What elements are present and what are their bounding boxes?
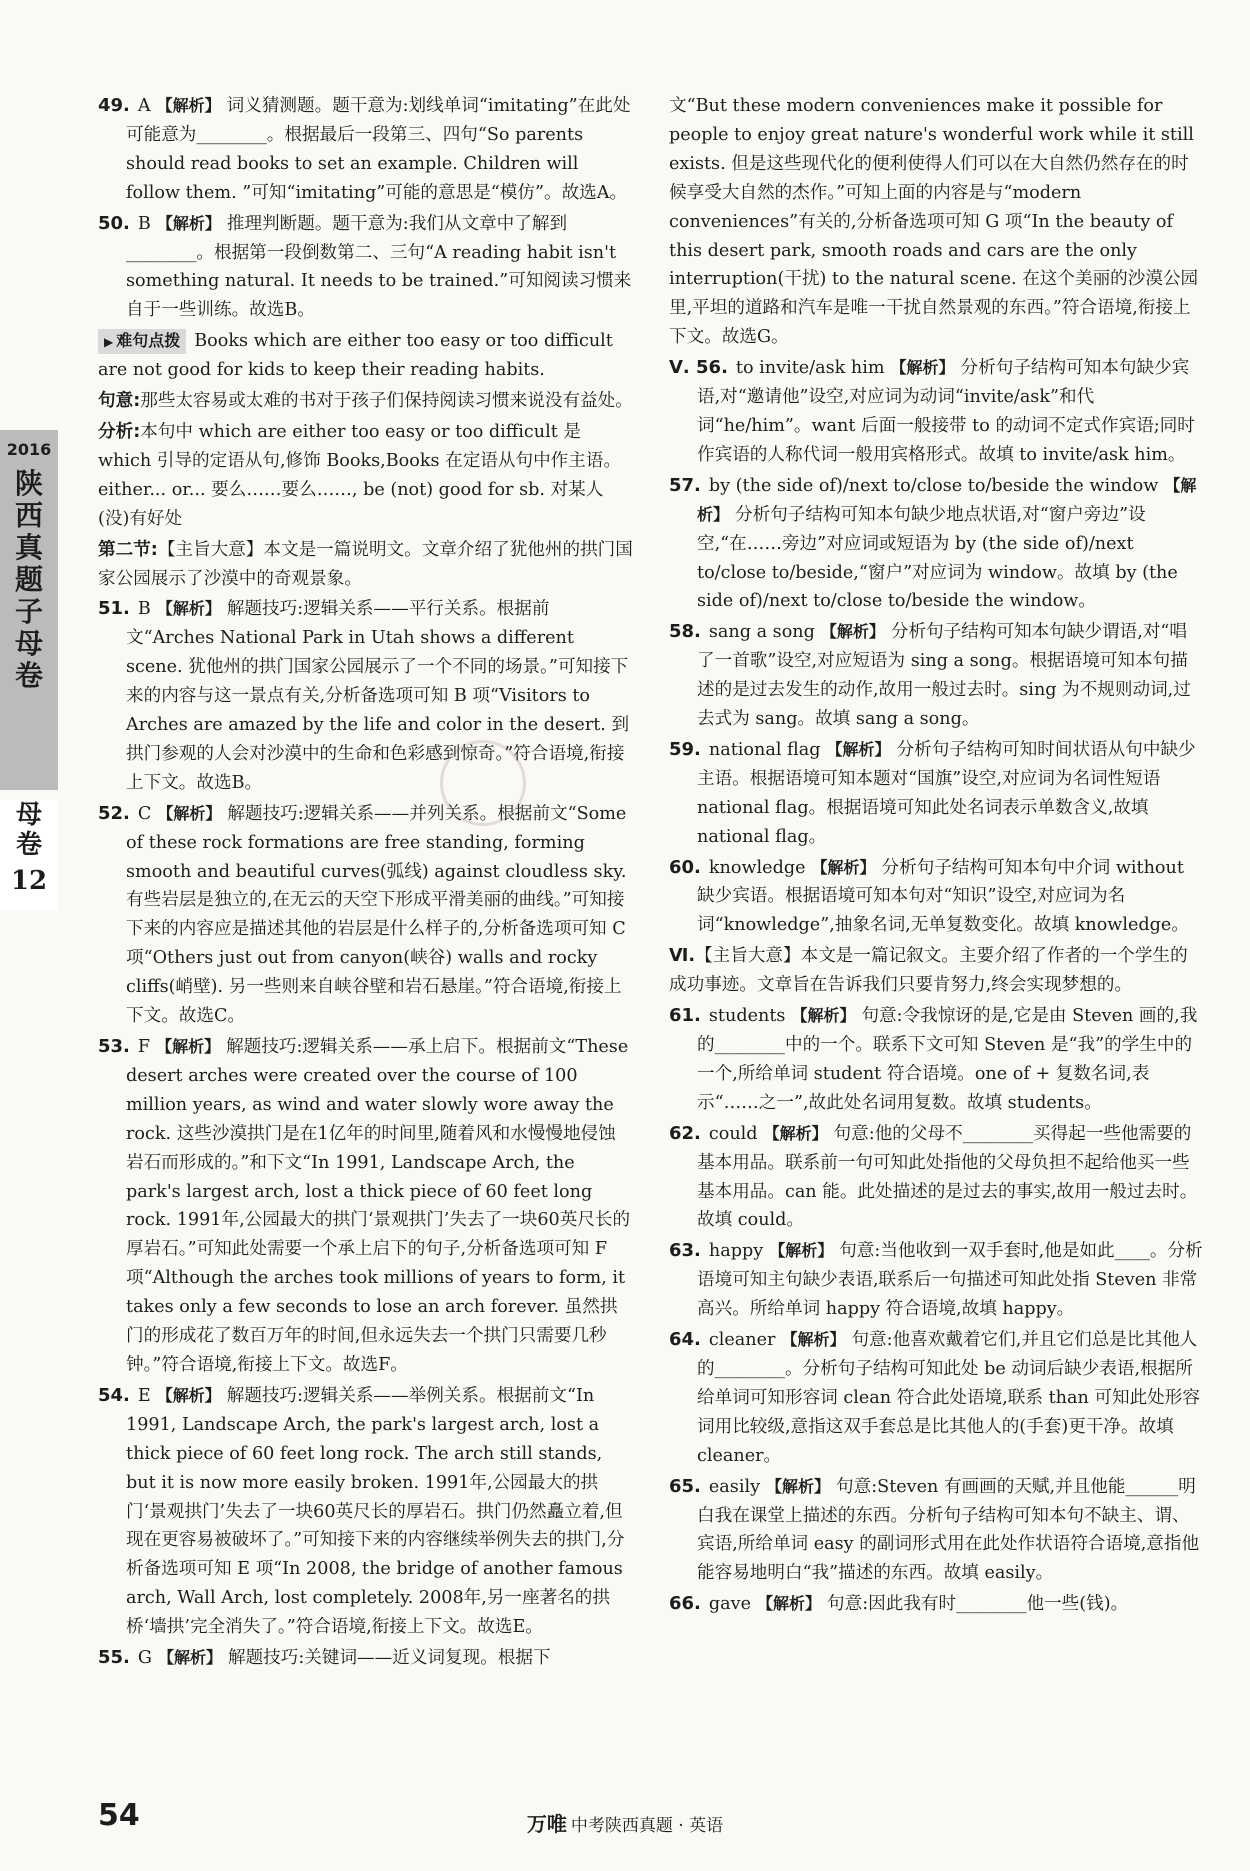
analysis-tag: 【解析】	[697, 475, 1197, 524]
analysis-tag: 【解析】	[769, 1241, 834, 1261]
answer-entry	[98, 595, 633, 797]
question-number: 57.	[669, 474, 701, 496]
analysis-text: 词义猜测题。题干意为:划线单词“imitating”在此处可能意为________。根据最后一段第三、四句“So parents should read books to set an example. Children will follow them. ”可知“imitating”可能的意思是“模仿”。故选A。	[126, 96, 631, 203]
answer-entry	[98, 210, 633, 326]
side-tab	[0, 430, 58, 790]
question-number: 58.	[669, 621, 701, 643]
analysis-text: 句意:Steven 有画画的天赋,并且他能______明白我在课堂上描述的东西。分析句子结构可知本句不缺主、谓、宾语,所给单词 easy 的副词形式用在此处作状语符合语境,意指他能容易地明白“我”描述的东西。故填 easily。	[697, 1476, 1200, 1584]
side-tab-mujuan-number: 12	[10, 866, 48, 896]
answer-key: happy	[708, 1241, 764, 1262]
note-paragraph	[98, 418, 633, 534]
note-paragraph	[669, 942, 1204, 1000]
note-label: 句意:	[98, 391, 141, 412]
analysis-tag: 【解析】	[791, 1006, 856, 1026]
answer-key: B	[137, 599, 151, 620]
analysis-tag: 【解析】	[811, 857, 876, 877]
answer-key: by (the side of)/next to/close to/beside the window	[708, 475, 1159, 496]
answer-entry	[669, 618, 1204, 734]
note-text: 【主旨大意】本文是一篇说明文。文章介绍了犹他州的拱门国家公园展示了沙漠中的奇观景象。	[98, 539, 633, 589]
analysis-tag: 【解析】	[156, 599, 221, 619]
question-number: 62.	[669, 1122, 701, 1144]
question-number: 49.	[98, 95, 130, 116]
note-paragraph	[98, 387, 633, 416]
analysis-tag: 【解析】	[157, 1648, 222, 1668]
analysis-text: 推理判断题。题干意为:我们从文章中了解到________。根据第一段倒数第二、三句“A reading habit isn't something natural. It needs to be trained.”可知阅读习惯来自于一些训练。故选B。	[126, 213, 632, 321]
analysis-tag: 【解析】	[763, 1123, 828, 1143]
analysis-tag: 【解析】	[781, 1330, 846, 1350]
answer-entry	[98, 1033, 633, 1380]
analysis-text: 句意:他的父母不________买得起一些他需要的基本用品。联系前一句可知此处指他的父母负担不起给他买一些基本用品。can 能。此处描述的是过去的事实,故用一般过去时。故填 could。	[697, 1123, 1198, 1231]
answer-key: A	[137, 96, 151, 116]
note-paragraph	[98, 536, 633, 594]
question-number: 66.	[669, 1593, 701, 1615]
answer-entry	[98, 1382, 633, 1642]
analysis-text: 解题技巧:逻辑关系——平行关系。根据前文“Arches National Park in Utah shows a different scene. 犹他州的拱门国家公园展示了一个不同的场景。”可知接下来的内容与这一景点有关,分析备选项可知 B 项“Visitors to Arches are amazed by the life and color in the desert. 到拱门参观的人会对沙漠中的生命和色彩感到惊奇。”符合语境,衔接上下文。故选B。	[126, 599, 630, 793]
answer-entry	[669, 1326, 1204, 1471]
analysis-tag: 【解析】	[157, 803, 222, 823]
note-text: 【主旨大意】本文是一篇记叙文。主要介绍了作者的一个学生的成功事迹。文章旨在告诉我们只要肯努力,终会实现梦想的。	[669, 946, 1188, 996]
side-tab-title: 陕西真题子母卷	[14, 467, 43, 692]
answer-key: gave	[708, 1594, 751, 1615]
analysis-text: 解题技巧:逻辑关系——承上启下。根据前文“These desert arches were created over the course of 100 million years, as wind and water slowly wore away the rock. 这些沙漠拱门是在1亿年的时间里,随着风和水慢慢地侵蚀岩石而形成的。”和下文“In 1991, Landscape Arch, the park's largest arch, lost a thick piece of 60 feet long rock. 1991年,公园最大的拱门‘景观拱门’失去了一块60英尺长的厚岩石。”可知此处需要一个承上启下的句子,分析备选项可知 F 项“Although the arches took millions of years to form, it takes only a few seconds to lose an arch forever. 虽然拱门的形成花了数百万年的时间,但永远失去一个拱门只需要几秒钟。”符合语境,衔接上下文。故选F。	[126, 1037, 631, 1375]
answer-key: cleaner	[708, 1330, 776, 1351]
analysis-tag: 【解析】	[156, 1385, 221, 1405]
analysis-tag: 【解析】	[757, 1594, 822, 1614]
side-tab-mujuan-label: 母卷	[15, 800, 42, 860]
question-number: 59.	[669, 738, 701, 760]
question-number: 50.	[98, 212, 130, 234]
answer-key: easily	[708, 1476, 761, 1497]
page-number: 54	[98, 1798, 140, 1833]
question-number: 51.	[98, 598, 130, 620]
answer-entry	[669, 1237, 1204, 1324]
analysis-tag: 【解析】	[156, 1037, 221, 1056]
answer-key: knowledge	[708, 857, 806, 878]
question-number: 54.	[98, 1384, 130, 1406]
question-number: 53.	[98, 1036, 130, 1057]
answer-entry	[669, 1473, 1204, 1589]
note-text: 本句中 which are either too easy or too difficult 是 which 引导的定语从句,修饰 Books,Books 在定语从句中作主语。either... or... 要么……要么……, be (not) good for sb. 对某人(没)有好处	[98, 421, 622, 529]
answer-entry	[98, 1644, 633, 1673]
analysis-text: 分析句子结构可知本句中介词 without 缺少宾语。根据语境可知本句对“知识”设空,对应词为名词“knowledge”,抽象名词,无单复数变化。故填 knowledge。	[697, 857, 1189, 936]
answer-entry	[669, 354, 1204, 470]
analysis-tag: 【解析】	[156, 96, 221, 115]
tip-sentence: Books which are either too easy or too difficult are not good for kids to keep their reading habits.	[98, 331, 613, 381]
analysis-tag: 【解析】	[826, 739, 891, 759]
difficult-sentence-tip	[98, 327, 633, 385]
question-number: 61.	[669, 1005, 701, 1027]
analysis-tag: 【解析】	[156, 213, 221, 233]
question-number: 60.	[669, 856, 701, 878]
right-column	[669, 92, 1204, 1621]
note-label: Ⅵ.	[669, 946, 696, 967]
tip-label: ▶ 难句点拨	[98, 329, 186, 354]
side-tab-year: 2016	[6, 440, 52, 459]
analysis-text: 分析句子结构可知时间状语从句中缺少主语。根据语境可知本题对“国旗”设空,对应词为名词性短语 national flag。根据语境可知此处名词表示单数含义,故填 national flag。	[697, 739, 1196, 847]
analysis-tag: 【解析】	[820, 622, 885, 642]
answer-key: E	[137, 1385, 151, 1406]
analysis-tag: 【解析】	[766, 1476, 831, 1496]
analysis-text: 分析句子结构可知本句缺少地点状语,对“窗户旁边”设空,“在……旁边”对应词或短语为 by (the side of)/next to/close to/beside,“窗户”对应词为 window。故填 by (the side of)/next to/close to/beside the window。	[697, 504, 1178, 612]
question-number: Ⅴ. 56.	[669, 357, 728, 379]
answer-entry	[669, 1120, 1204, 1236]
analysis-tag: 【解析】	[890, 358, 955, 378]
analysis-text: 分析句子结构可知本句缺少谓语,对“唱了一首歌”设空,对应短语为 sing a song。根据语境可知本句描述的是过去发生的动作,故用一般过去时。sing 为不规则动词,过去式为 sang。故填 sang a song。	[697, 622, 1191, 730]
answer-entry	[669, 1002, 1204, 1118]
note-text: 那些太容易或太难的书对于孩子们保持阅读习惯来说没有益处。	[140, 391, 633, 412]
left-column	[98, 92, 633, 1675]
answer-key: C	[137, 803, 152, 824]
answer-entry	[669, 854, 1204, 941]
answer-entry	[669, 472, 1204, 617]
continued-text: 文“But these modern conveniences make it possible for people to enjoy great nature's wonderful work while it still exists. 但是这些现代化的便利使得人们可以在大自然仍然存在的时候享受大自然的杰作。”可知上面的内容是与“modern conveniences”有关的,分析备选项可知 G 项“In the beauty of this desert park, smooth roads and cars are the only interruption(干扰) to the natural scene. 在这个美丽的沙漠公园里,平坦的道路和汽车是唯一干扰自然景观的东西。”符合语境,衔接上下文。故选G。	[669, 96, 1199, 348]
question-number: 63.	[669, 1240, 701, 1262]
side-tab-mujuan	[0, 800, 58, 910]
analysis-text: 句意:令我惊讶的是,它是由 Steven 画的,我的________中的一个。联系下文可知 Steven 是“我”的学生中的一个,所给单词 student 符合语境。one of + 复数名词,表示“……之一”,故此处名词用复数。故填 students。	[697, 1006, 1198, 1113]
footer-book-title: 中考陕西真题 · 英语	[570, 1816, 724, 1836]
analysis-text: 句意:当他收到一双手套时,他是如此____。分析语境可知主句缺少表语,联系后一句描述可知此处指 Steven 非常高兴。所给单词 happy 符合语境,故填 happy。	[697, 1241, 1203, 1320]
answer-key: students	[708, 1006, 786, 1027]
question-number: 52.	[98, 802, 130, 824]
answer-key: F	[137, 1037, 151, 1057]
question-number: 65.	[669, 1475, 701, 1497]
note-label: 分析:	[98, 421, 141, 442]
answer-key: to invite/ask him	[735, 358, 885, 379]
footer-brand: 万唯	[526, 1812, 567, 1836]
answer-key: sang a song	[708, 622, 815, 643]
note-label: 第二节:	[98, 539, 158, 560]
analysis-text: 解题技巧:逻辑关系——并列关系。根据前文“Some of these rock formations are free standing, forming smooth and beautiful curves(弧线) against cloudless sky. 有些岩层是独立的,在无云的天空下形成平滑美丽的曲线。”可知接下来的内容应是描述其他的岩层是什么样子的,分析备选项可知 C 项“Others just out from canyon(峡谷) walls and rocky cliffs(峭壁). 另一些则来自峡谷壁和岩石悬崖。”符合语境,衔接上下文。故选C。	[126, 803, 627, 1027]
question-number: 64.	[669, 1329, 701, 1351]
answer-entry	[98, 800, 633, 1031]
analysis-text: 句意:他喜欢戴着它们,并且它们总是比其他人的________。分析句子结构可知此处 be 动词后缺少表语,根据所给单词可知形容词 clean 符合此处语境,联系 than 可知此处形容词用比较级,意指这双手套总是比其他人的(手套)更干净。故填 cleaner。	[697, 1330, 1200, 1466]
answer-key: national flag	[708, 739, 821, 760]
answer-entry	[669, 736, 1204, 852]
analysis-text: 解题技巧:逻辑关系——举例关系。根据前文“In 1991, Landscape Arch, the park's largest arch, lost a thick piece of 60 feet long rock. The arch still stands, but it is now more easily broken. 1991年,公园最大的拱门‘景观拱门’失去了一块60英尺长的厚岩石。拱门仍然矗立着,但现在更容易被破坏了。”可知接下来的内容继续举例失去的拱门,分析备选项可知 E 项“In 2008, the bridge of another famous arch, Wall Arch, lost completely. 2008年,另一座著名的拱桥‘墙拱’完全消失了。”符合语境,衔接上下文。故选E。	[126, 1385, 625, 1638]
analysis-text: 分析句子结构可知本句缺少宾语,对“邀请他”设空,对应词为动词“invite/ask”和代词“he/him”。want 后面一般接带 to 的动词不定式作宾语;同时作宾语的人称代词一般用宾格形式。故填 to invite/ask him。	[697, 358, 1195, 465]
footer	[0, 1808, 1250, 1837]
answer-entry	[98, 92, 633, 208]
analysis-text: 解题技巧:关键词——近义词复现。根据下	[227, 1648, 551, 1669]
question-number: 55.	[98, 1647, 130, 1669]
answer-entry	[669, 1590, 1204, 1619]
answer-key: B	[137, 213, 151, 234]
analysis-text: 句意:因此我有时________他一些(钱)。	[827, 1594, 1129, 1615]
answer-key: could	[708, 1123, 758, 1144]
answer-key: G	[137, 1648, 152, 1669]
